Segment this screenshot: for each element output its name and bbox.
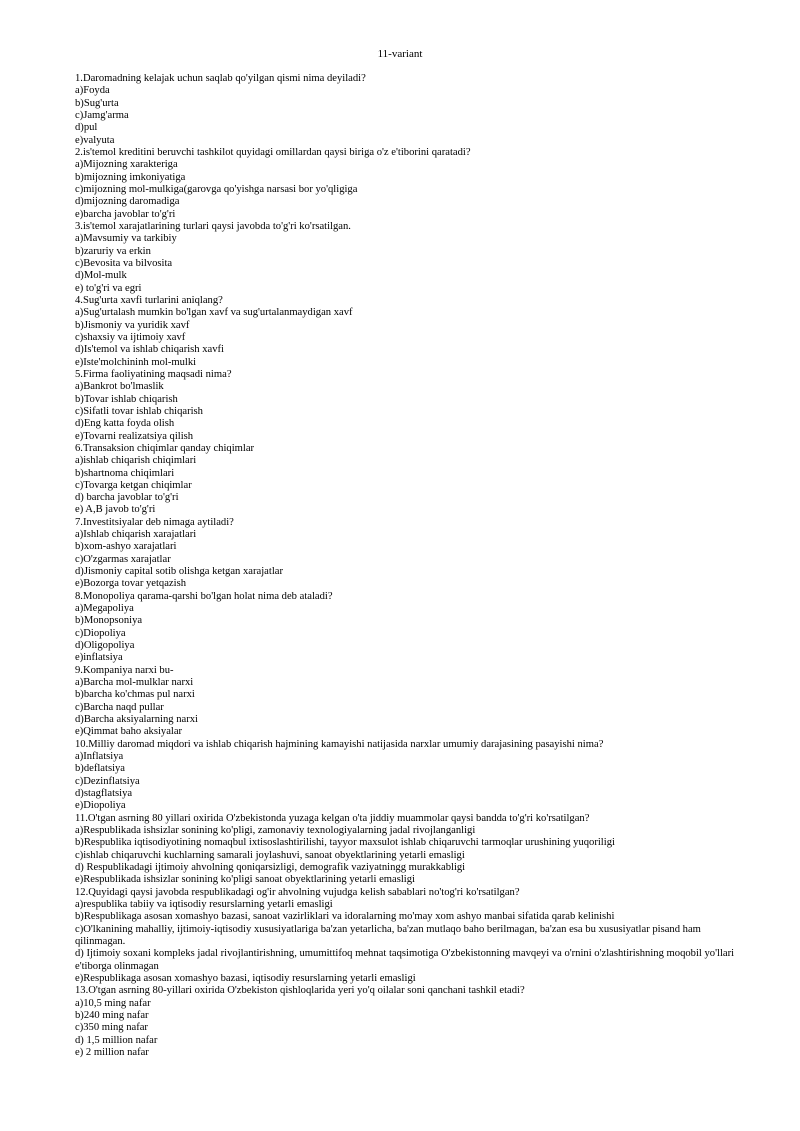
question-text: 12.Quyidagi qaysi javobda respublikadagi og'ir ahvolning vujudga kelish sabablari no'tog'ri ko'rsatilgan?: [75, 886, 520, 898]
answer-option: e) 2 million nafar: [75, 1046, 149, 1058]
answer-option: a)Barcha mol-mulklar narxi: [75, 677, 194, 689]
answer-option: d)Oligopoliya: [75, 640, 135, 652]
answer-option: c)Barcha naqd pullar: [75, 701, 164, 713]
answer-option: a)Respublikada ishsizlar sonining ko'pligi, zamonaviy texnologiyalarning jadal rivojlanganligi: [75, 825, 476, 837]
answer-option: c)Tovarga ketgan chiqimlar: [75, 479, 192, 491]
answer-option: b)shartnoma chiqimlari: [75, 467, 175, 479]
answer-option: e) A,B javob to'g'ri: [75, 504, 156, 516]
answer-option: c)O'lkanining mahalliy, ijtimoiy-iqtisodiy xususiyatlariga ba'zan yetarlicha, ba'zan mutlaqo baho berilmagan, ba'zan esa bu xususiyatlar pisand ham qilinmagan.: [75, 923, 701, 947]
answer-option: a)respublika tabiiy va iqtisodiy resurslarning yetarli emasligi: [75, 898, 333, 910]
answer-option: a)Bankrot bo'lmaslik: [75, 381, 164, 393]
answer-option: a)Megapoliya: [75, 603, 134, 615]
answer-option: e)barcha javoblar to'g'ri: [75, 208, 176, 220]
question-list: [75, 73, 745, 1059]
answer-option: a)Sug'urtalash mumkin bo'lgan xavf va sug'urtalanmaydigan xavf: [75, 307, 353, 319]
question-text: 4.Sug'urta xavfi turlarini aniqlang?: [75, 294, 223, 306]
answer-option: e)Qimmat baho aksiyalar: [75, 726, 183, 738]
answer-option: b)deflatsiya: [75, 763, 126, 775]
answer-option: b)zaruriy va erkin: [75, 245, 151, 257]
answer-option: d) barcha javoblar to'g'ri: [75, 492, 179, 504]
answer-option: a)Mavsumiy va tarkibiy: [75, 233, 177, 245]
answer-option: b)mijozning imkoniyatiga: [75, 171, 186, 183]
answer-option: b)Monopsoniya: [75, 615, 143, 627]
answer-option: e)Tovarni realizatsiya qilish: [75, 430, 194, 442]
answer-option: a)Inflatsiya: [75, 751, 124, 763]
answer-option: d)Jismoniy capital sotib olishga ketgan xarajatlar: [75, 566, 283, 578]
page-title: 11-variant: [377, 48, 423, 60]
answer-option: d) 1,5 million nafar: [75, 1034, 158, 1046]
answer-option: d)Eng katta foyda olish: [75, 418, 175, 430]
answer-option: b)barcha ko'chmas pul narxi: [75, 689, 195, 701]
question-text: 6.Transaksion chiqimlar qanday chiqimlar: [75, 442, 255, 454]
answer-option: c)O'zgarmas xarajatlar: [75, 553, 171, 565]
answer-option: d)mijozning daromadiga: [75, 196, 180, 208]
answer-option: e)Respublikaga asosan xomashyo bazasi, iqtisodiy resurslarning yetarli emasligi: [75, 972, 416, 984]
question-text: 8.Monopoliya qarama-qarshi bo'lgan holat nima deb ataladi?: [75, 590, 333, 602]
answer-option: e)valyuta: [75, 134, 115, 146]
answer-option: d)stagflatsiya: [75, 788, 133, 800]
question-text: 9.Kompaniya narxi bu-: [75, 664, 174, 676]
question-text: 5.Firma faoliyatining maqsadi nima?: [75, 368, 232, 380]
answer-option: e)Respublikada ishsizlar sonining ko'pligi sanoat obyektlarining yetarli emasligi: [75, 874, 415, 886]
answer-option: a)Ishlab chiqarish xarajatlari: [75, 529, 197, 541]
answer-option: e) to'g'ri va egri: [75, 282, 142, 294]
answer-option: a)Foyda: [75, 85, 110, 97]
answer-option: b)Respublika iqtisodiyotining nomaqbul ixtisoslashtirilishi, tayyor maxsulot ishlab chiqaruvchi tarmoqlar urushining yuqoriligi: [75, 837, 615, 849]
question-text: 1.Daromadning kelajak uchun saqlab qo'yilgan qismi nima deyiladi?: [75, 73, 366, 84]
answer-option: b)xom-ashyo xarajatlari: [75, 541, 177, 553]
answer-option: b)Respublikaga asosan xomashyo bazasi, sanoat vazirliklari va idoralarning mo'may xom ashyo manbai sifatida qarab kelinishi: [75, 911, 615, 923]
answer-option: c)Jamg'arma: [75, 109, 129, 121]
question-text: 11.O'tgan asrning 80 yillari oxirida O'zbekistonda yuzaga kelgan o'ta jiddiy muammolar qaysi bandda to'g'ri ko'rsatilgan?: [75, 812, 590, 824]
question-text: 13.O'tgan asrning 80-yillari oxirida O'zbekiston qishloqlarida yeri yo'q oilalar soni qanchani tashkil etadi?: [75, 985, 525, 997]
answer-option: b)240 ming nafar: [75, 1009, 149, 1021]
answer-option: d)Mol-mulk: [75, 270, 127, 282]
question-text: 2.is'temol kreditini beruvchi tashkilot quyidagi omillardan qaysi biriga o'z e'tiborini qaratadi?: [75, 146, 471, 158]
answer-option: c)Bevosita va bilvosita: [75, 257, 173, 269]
answer-option: d)Is'temol va ishlab chiqarish xavfi: [75, 344, 225, 356]
answer-option: d)pul: [75, 122, 98, 134]
question-text: 3.is'temol xarajatlarining turlari qaysi javobda to'g'ri ko'rsatilgan.: [75, 220, 351, 232]
answer-option: e)Bozorga tovar yetqazish: [75, 578, 186, 590]
answer-option: c)Diopoliya: [75, 627, 126, 639]
answer-option: a)ishlab chiqarish chiqimlari: [75, 455, 197, 467]
answer-option: c)mijozning mol-mulkiga(garovga qo'yishga narsasi bor yo'qligiga: [75, 183, 358, 195]
answer-option: d)Barcha aksiyalarning narxi: [75, 714, 198, 726]
answer-option: c)Sifatli tovar ishlab chiqarish: [75, 405, 203, 417]
answer-option: b)Jismoniy va yuridik xavf: [75, 319, 190, 331]
answer-option: b)Sug'urta: [75, 97, 119, 109]
answer-option: c)shaxsiy va ijtimoiy xavf: [75, 331, 186, 343]
answer-option: c)Dezinflatsiya: [75, 775, 140, 787]
answer-option: e)inflatsiya: [75, 652, 123, 664]
answer-option: a)10,5 ming nafar: [75, 997, 151, 1009]
answer-option: a)Mijozning xarakteriga: [75, 159, 178, 171]
answer-option: d) Ijtimoiy soxani kompleks jadal rivojlantirishning, umumittifoq mehnat taqsimotiga O'zbekistonning mavqeyi va o'rnini o'zlashtirishning moqobil yo'llari e'tiborga olinmagan: [75, 948, 735, 972]
answer-option: c)350 ming nafar: [75, 1022, 148, 1034]
answer-option: e)Diopoliya: [75, 800, 126, 812]
answer-option: e)Iste'molchininh mol-mulki: [75, 356, 197, 368]
answer-option: b)Tovar ishlab chiqarish: [75, 393, 178, 405]
answer-option: c)ishlab chiqaruvchi kuchlarning samarali joylashuvi, sanoat obyektlarining yetarli emasligi: [75, 849, 465, 861]
question-text: 7.Investitsiyalar deb nimaga aytiladi?: [75, 516, 234, 528]
answer-option: d) Respublikadagi ijtimoiy ahvolning qoniqarsizligi, demografik vaziyatningg murakkabligi: [75, 862, 466, 873]
question-text: 10.Milliy daromad miqdori va ishlab chiqarish hajmining kamayishi natijasida narxlar umumiy darajasining pasayishi nima?: [75, 738, 604, 750]
